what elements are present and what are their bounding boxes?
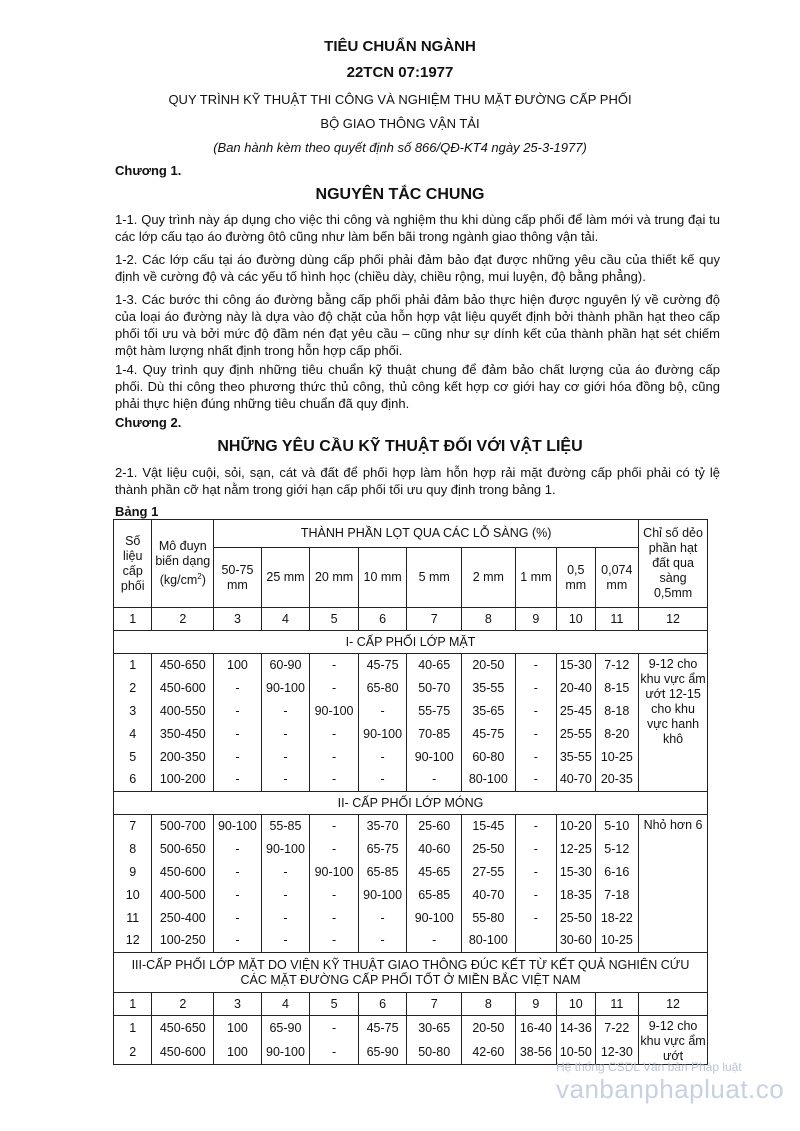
table-cell: -: [214, 723, 262, 746]
table-cell: 50-80: [407, 1040, 462, 1065]
table-cell: 38-56: [515, 1040, 556, 1065]
table-cell: 7-18: [595, 884, 639, 907]
table-cell: 40-60: [407, 838, 462, 861]
table-cell: 20-40: [557, 677, 595, 700]
table-cell: -: [310, 746, 359, 769]
table-cell: 450-600: [152, 1040, 214, 1065]
section-1-body: [114, 654, 708, 792]
chapter-2-title: NHỮNG YÊU CẦU KỸ THUẬT ĐỐI VỚI VẬT LIỆU: [217, 438, 583, 455]
document-title: QUY TRÌNH KỸ THUẬT THI CÔNG VÀ NGHIỆM THU MẶT ĐƯỜNG CẤP PHỐI: [168, 92, 632, 107]
column-number: 3: [214, 608, 262, 631]
watermark-caption: Hệ thống CSDL Văn bản Pháp luật: [556, 1060, 742, 1074]
table-cell: 40-65: [407, 654, 462, 677]
table-cell: -: [407, 930, 462, 953]
column-number: 2: [152, 993, 214, 1016]
header-plasticity: Chỉ số dẻo phần hạt đất qua sàng 0,5mm: [639, 520, 708, 608]
header-sieve: 2 mm: [462, 548, 516, 608]
header-modulus-unit: (kg/cm: [159, 573, 198, 588]
table-row: [114, 700, 708, 723]
table-row: [114, 769, 708, 792]
table-cell: -: [515, 769, 556, 792]
table-cell: 5: [114, 746, 152, 769]
table-cell: 35-55: [557, 746, 595, 769]
table-cell: 90-100: [261, 1040, 310, 1065]
table-cell: 20-50: [462, 1016, 516, 1041]
table-cell: 5-10: [595, 815, 639, 838]
table-cell: 90-100: [358, 723, 407, 746]
table-cell: 500-700: [152, 815, 214, 838]
table-cell: -: [214, 677, 262, 700]
table-cell: 450-650: [152, 654, 214, 677]
chapter-1-title: NGUYÊN TẮC CHUNG: [315, 186, 485, 203]
standard-code: 22TCN 07:1977: [346, 64, 454, 81]
column-number: 6: [358, 608, 407, 631]
table-cell: 10-50: [557, 1040, 595, 1065]
table-cell: 35-70: [358, 815, 407, 838]
plasticity-note: 9-12 cho khu vực ẩm ướt 12-15 cho khu vực hanh khô: [639, 654, 708, 792]
table-row: [114, 723, 708, 746]
table-cell: 25-60: [407, 815, 462, 838]
table-cell: 450-600: [152, 677, 214, 700]
plasticity-note: Nhỏ hơn 6: [639, 815, 708, 953]
header-sieve: 20 mm: [310, 548, 359, 608]
column-number: 3: [214, 993, 262, 1016]
table-cell: 11: [114, 907, 152, 930]
table-cell: 4: [114, 723, 152, 746]
paragraph-1-4: 1-4. Quy trình quy định những tiêu chuẩn kỹ thuật chung để đảm bảo chất lượng của áo đường cấp phối. Dù thi công theo phương thức thủ công, thủ công kết hợp cơ giới hay cơ giới hóa đồng bộ, cũng phải thực hiện đúng những tiêu chuẩn đã quy định.: [115, 362, 720, 411]
header-sieve: 0,5 mm: [557, 548, 595, 608]
table-cell: -: [261, 861, 310, 884]
column-number: 2: [152, 608, 214, 631]
column-number: 4: [261, 993, 310, 1016]
table-cell: -: [261, 907, 310, 930]
table-cell: 18-35: [557, 884, 595, 907]
table-cell: 1: [114, 654, 152, 677]
column-number: 1: [114, 608, 152, 631]
table-cell: 200-350: [152, 746, 214, 769]
column-number: 8: [462, 608, 516, 631]
table-cell: 400-500: [152, 884, 214, 907]
section-heading-research: III-CẤP PHỐI LỚP MẶT DO VIỆN KỸ THUẬT GIAO THÔNG ĐÚC KẾT TỪ KẾT QUẢ NGHIÊN CỨU CÁC MẶT ĐƯỜNG CẤP PHỐI TỐT Ở MIỀN BẮC VIỆT NAM: [114, 953, 708, 993]
table-cell: 6-16: [595, 861, 639, 884]
header-modulus-sup: 2: [197, 571, 202, 581]
table-cell: 10: [114, 884, 152, 907]
table-cell: -: [310, 654, 359, 677]
table-cell: 27-55: [462, 861, 516, 884]
table-cell: -: [310, 907, 359, 930]
column-number: 5: [310, 993, 359, 1016]
table-cell: -: [515, 838, 556, 861]
table-row: [114, 907, 708, 930]
table-cell: -: [261, 769, 310, 792]
table-cell: -: [358, 907, 407, 930]
table-cell: 14-36: [557, 1016, 595, 1041]
table-cell: 10-25: [595, 930, 639, 953]
table-row: [114, 884, 708, 907]
table-cell: -: [358, 746, 407, 769]
table-cell: 9: [114, 861, 152, 884]
table-cell: 400-550: [152, 700, 214, 723]
table-cell: -: [515, 723, 556, 746]
table-cell: -: [310, 838, 359, 861]
table-cell: -: [515, 861, 556, 884]
table-cell: -: [261, 884, 310, 907]
table-row: [114, 677, 708, 700]
watermark-site: vanbanphapluat.co: [556, 1074, 785, 1104]
column-number: 4: [261, 608, 310, 631]
paragraph-2-1: 2-1. Vật liệu cuội, sỏi, sạn, cát và đất để phối hợp làm hỗn hợp rải mặt đường cấp phối phải có tỷ lệ thành phần cỡ hạt nằm trong giới hạn cấp phối tối ưu quy định trong bảng 1.: [115, 465, 720, 497]
table-cell: -: [310, 1040, 359, 1065]
table-cell: 20-35: [595, 769, 639, 792]
table-cell: 65-85: [407, 884, 462, 907]
table-cell: 250-400: [152, 907, 214, 930]
table-cell: 90-100: [358, 884, 407, 907]
table-cell: -: [515, 677, 556, 700]
table-cell: -: [310, 769, 359, 792]
standard-type: TIÊU CHUẨN NGÀNH: [324, 38, 476, 55]
table-cell: -: [358, 930, 407, 953]
table-cell: -: [214, 746, 262, 769]
table-cell: -: [515, 654, 556, 677]
table-cell: 6: [114, 769, 152, 792]
table-cell: 65-75: [358, 838, 407, 861]
table-cell: -: [214, 861, 262, 884]
table-row: [114, 1016, 708, 1041]
table-cell: -: [515, 815, 556, 838]
table-cell: -: [310, 930, 359, 953]
table-cell: -: [261, 723, 310, 746]
paragraph-1-2: 1-2. Các lớp cấu tại áo đường dùng cấp phối phải đảm bảo đạt được những yêu cầu của thiết kế quy định về cường độ và các yếu tố hình học (chiều dày, chiều rộng, mui luyện, độ bằng phẳng).: [115, 252, 720, 284]
header-modulus: [152, 520, 214, 608]
table-cell: -: [515, 907, 556, 930]
table-cell: 50-70: [407, 677, 462, 700]
table-cell: 55-80: [462, 907, 516, 930]
column-number: 10: [557, 608, 595, 631]
column-number: 10: [557, 993, 595, 1016]
chapter-1-label: Chương 1.: [115, 163, 182, 178]
section-row: [114, 792, 708, 815]
table-cell: -: [358, 700, 407, 723]
table-cell: 30-65: [407, 1016, 462, 1041]
table-cell: 15-30: [557, 861, 595, 884]
table-cell: 7: [114, 815, 152, 838]
table-cell: 90-100: [261, 838, 310, 861]
table-cell: 7-22: [595, 1016, 639, 1041]
table-cell: -: [310, 815, 359, 838]
table-cell: 80-100: [462, 930, 516, 953]
column-number: 12: [639, 993, 708, 1016]
table-cell: -: [261, 700, 310, 723]
table-cell: 55-75: [407, 700, 462, 723]
header-modulus-unit-close: ): [201, 573, 206, 588]
table-cell: 100-250: [152, 930, 214, 953]
table-cell: 45-75: [358, 1016, 407, 1041]
section-2-body: [114, 815, 708, 953]
header-sieve: 10 mm: [358, 548, 407, 608]
table-cell: -: [214, 907, 262, 930]
table-cell: -: [214, 930, 262, 953]
table-cell: 12: [114, 930, 152, 953]
header-sieve: 5 mm: [407, 548, 462, 608]
table-cell: -: [214, 884, 262, 907]
table-cell: 55-85: [261, 815, 310, 838]
table-cell: -: [515, 700, 556, 723]
table-cell: 16-40: [515, 1016, 556, 1041]
table-cell: 100: [214, 1040, 262, 1065]
table-row: [114, 746, 708, 769]
table-cell: 8: [114, 838, 152, 861]
chapter-2-label: Chương 2.: [115, 415, 182, 430]
section-heading-base: II- CẤP PHỐI LỚP MÓNG: [114, 792, 708, 815]
table-cell: 100: [214, 654, 262, 677]
table-cell: 8-18: [595, 700, 639, 723]
header-mix-number: Số liệu cấp phối: [114, 520, 152, 608]
table-row: [114, 654, 708, 677]
table-cell: 25-45: [557, 700, 595, 723]
table-cell: 70-85: [407, 723, 462, 746]
column-number: 5: [310, 608, 359, 631]
table-cell: 8-20: [595, 723, 639, 746]
column-number: 6: [358, 993, 407, 1016]
header-sieve: 1 mm: [515, 548, 556, 608]
section-heading-surface: I- CẤP PHỐI LỚP MẶT: [114, 631, 708, 654]
column-number: 12: [639, 608, 708, 631]
table-row: [114, 815, 708, 838]
table-cell: -: [515, 884, 556, 907]
table-cell: -: [310, 677, 359, 700]
table-cell: 65-90: [261, 1016, 310, 1041]
table-cell: 45-75: [358, 654, 407, 677]
table-cell: -: [214, 769, 262, 792]
table-cell: 60-80: [462, 746, 516, 769]
header-sieve: 50-75 mm: [214, 548, 262, 608]
table-cell: 42-60: [462, 1040, 516, 1065]
header-sieve-group: THÀNH PHẦN LỌT QUA CÁC LỖ SÀNG (%): [214, 520, 639, 548]
table-cell: -: [358, 769, 407, 792]
table-cell: 35-55: [462, 677, 516, 700]
table-cell: 10-20: [557, 815, 595, 838]
table-row: [114, 838, 708, 861]
table-cell: 45-65: [407, 861, 462, 884]
table-cell: -: [310, 884, 359, 907]
table-cell: 12-25: [557, 838, 595, 861]
table-cell: 90-100: [407, 907, 462, 930]
column-number: 11: [595, 608, 639, 631]
table-row: [114, 861, 708, 884]
table-cell: 25-50: [557, 907, 595, 930]
table-cell: 30-60: [557, 930, 595, 953]
column-number: 9: [515, 608, 556, 631]
column-number: 7: [407, 608, 462, 631]
table-cell: 65-80: [358, 677, 407, 700]
paragraph-1-3: 1-3. Các bước thi công áo đường bằng cấp phối phải đảm bảo thực hiện được nguyên lý về cường độ của loại áo đường này là dựa vào độ chặt của hỗn hợp vật liệu quyết định bởi thành phần hạt theo cấp phối tối ưu và bởi mức độ đầm nén đạt yêu cầu – cũng như sự dính kết của thành phần hạt sét chiếm một hàm lượng nhất định trong hỗn hợp cấp phối.: [115, 292, 720, 358]
header-modulus-label: Mô đuyn biến dạng: [155, 538, 211, 568]
table-cell: 1: [114, 1016, 152, 1041]
table-cell: 5-12: [595, 838, 639, 861]
header-sieve: 0,074 mm: [595, 548, 639, 608]
table-cell: -: [310, 1016, 359, 1041]
table-cell: 2: [114, 1040, 152, 1065]
column-number-row-2: [114, 993, 708, 1016]
section-3-body: [114, 1016, 708, 1065]
table-cell: 100-200: [152, 769, 214, 792]
table-cell: 450-600: [152, 861, 214, 884]
grading-table: [113, 519, 708, 1065]
section-row: [114, 953, 708, 993]
table-cell: 65-85: [358, 861, 407, 884]
table-cell: -: [515, 746, 556, 769]
paragraph-1-1: 1-1. Quy trình này áp dụng cho việc thi công và nghiệm thu khi dùng cấp phối để làm mới và trung đại tu các lớp cấu tạo áo đường ôtô cũng như làm bến bãi trong ngành giao thông vận tải.: [115, 212, 720, 244]
table-cell: -: [214, 838, 262, 861]
table-cell: 45-75: [462, 723, 516, 746]
table-cell: -: [407, 769, 462, 792]
table-cell: 100: [214, 1016, 262, 1041]
column-number: 1: [114, 993, 152, 1016]
header-sieve: 25 mm: [261, 548, 310, 608]
table-cell: 25-55: [557, 723, 595, 746]
table-cell: 65-90: [358, 1040, 407, 1065]
table-cell: 500-650: [152, 838, 214, 861]
table-cell: 10-25: [595, 746, 639, 769]
table-label: Bảng 1: [115, 504, 159, 519]
table-cell: 80-100: [462, 769, 516, 792]
table-cell: 90-100: [310, 700, 359, 723]
table-cell: 450-650: [152, 1016, 214, 1041]
table-cell: 350-450: [152, 723, 214, 746]
column-number: 11: [595, 993, 639, 1016]
table-cell: 20-50: [462, 654, 516, 677]
table-cell: 8-15: [595, 677, 639, 700]
table-cell: [515, 930, 556, 953]
section-row: [114, 631, 708, 654]
plasticity-note: 9-12 cho khu vực ẩm ướt: [639, 1016, 708, 1065]
column-number-row: [114, 608, 708, 631]
table-cell: -: [261, 746, 310, 769]
table-cell: 15-45: [462, 815, 516, 838]
table-cell: 18-22: [595, 907, 639, 930]
table-cell: 90-100: [310, 861, 359, 884]
table-cell: 60-90: [261, 654, 310, 677]
table-cell: 40-70: [557, 769, 595, 792]
table-cell: 90-100: [261, 677, 310, 700]
table-cell: -: [214, 700, 262, 723]
issuance-note: (Ban hành kèm theo quyết định số 866/QĐ-KT4 ngày 25-3-1977): [213, 140, 587, 155]
table-cell: 90-100: [407, 746, 462, 769]
table-cell: 35-65: [462, 700, 516, 723]
table-row: [114, 930, 708, 953]
column-number: 9: [515, 993, 556, 1016]
table-cell: -: [261, 930, 310, 953]
column-number: 7: [407, 993, 462, 1016]
table-cell: 15-30: [557, 654, 595, 677]
column-number: 8: [462, 993, 516, 1016]
table-cell: 40-70: [462, 884, 516, 907]
table-cell: 2: [114, 677, 152, 700]
table-cell: 7-12: [595, 654, 639, 677]
table-cell: 12-30: [595, 1040, 639, 1065]
table-cell: -: [310, 723, 359, 746]
table-cell: 3: [114, 700, 152, 723]
table-cell: 25-50: [462, 838, 516, 861]
issuing-agency: BỘ GIAO THÔNG VẬN TẢI: [320, 116, 480, 131]
table-cell: 90-100: [214, 815, 262, 838]
